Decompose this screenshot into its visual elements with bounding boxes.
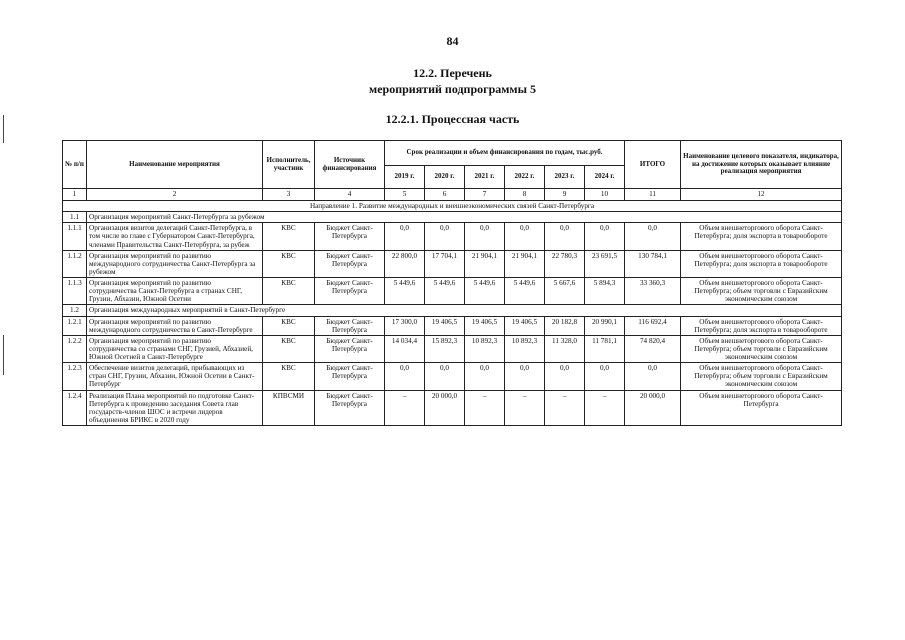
margin-mark-middle xyxy=(3,335,4,375)
amount-2024: 11 781,1 xyxy=(585,335,625,362)
target-indicator: Объем внешнеторгового оборота Санкт-Петербурга; доля экспорта в товарообороте xyxy=(681,250,842,277)
table-row xyxy=(63,316,842,335)
header-year: 2024 г. xyxy=(585,166,625,189)
table-row xyxy=(63,278,842,305)
measure-name: Организация мероприятий по развитию международного сотрудничества в Санкт-Петербурге xyxy=(87,316,263,335)
amount-2024: 20 990,1 xyxy=(585,316,625,335)
row-number: 1.2.1 xyxy=(63,316,87,335)
section-row xyxy=(63,305,842,316)
amount-2020: 20 000,0 xyxy=(425,390,465,426)
amount-2023: 0,0 xyxy=(545,223,585,250)
amount-2022: 0,0 xyxy=(505,223,545,250)
target-indicator: Объем внешнеторгового оборота Санкт-Петербурга; объем торговли с Евразийским экономическим союзом xyxy=(681,335,842,362)
header-num: № п/п xyxy=(63,141,87,189)
amount-2021: – xyxy=(465,390,505,426)
amount-2024: 23 691,5 xyxy=(585,250,625,277)
row-number: 1.1.1 xyxy=(63,223,87,250)
measure-name: Обеспечение визитов делегаций, прибывающих из стран СНГ, Грузии, Абхазии, Южной Осетии в Санкт-Петербург xyxy=(87,363,263,390)
funding-source: Бюджет Санкт-Петербурга xyxy=(315,278,385,305)
column-number: 5 xyxy=(385,189,425,201)
amount-2019: 0,0 xyxy=(385,363,425,390)
header-indicator: Наименование целевого показателя, индикатора, на достижение которых оказывает влияние реализация мероприятия xyxy=(681,141,842,189)
executor-cell: КПВСМИ xyxy=(263,390,315,426)
page-subtitle: 12.2.1. Процессная часть xyxy=(385,112,520,126)
page-title-line2: мероприятий подпрограммы 5 xyxy=(369,82,536,96)
amount-2021: 0,0 xyxy=(465,223,505,250)
section-title: Организация мероприятий Санкт-Петербурга за рубежом xyxy=(87,212,842,223)
executor-cell: КВС xyxy=(263,250,315,277)
column-number: 9 xyxy=(545,189,585,201)
executor-cell: КВС xyxy=(263,278,315,305)
direction-title: Направление 1. Развитие международных и внешнеэкономических связей Санкт-Петербурга xyxy=(63,201,842,212)
amount-total: 74 820,4 xyxy=(625,335,681,362)
section-row xyxy=(63,212,842,223)
executor-cell: КВС xyxy=(263,335,315,362)
amount-2023: – xyxy=(545,390,585,426)
amount-2022: 10 892,3 xyxy=(505,335,545,362)
amount-2019: – xyxy=(385,390,425,426)
row-number: 1.2.2 xyxy=(63,335,87,362)
row-number: 1.1.2 xyxy=(63,250,87,277)
amount-2019: 14 034,4 xyxy=(385,335,425,362)
section-number: 1.2 xyxy=(63,305,87,316)
amount-2024: 5 894,3 xyxy=(585,278,625,305)
target-indicator: Объем внешнеторгового оборота Санкт-Петербурга xyxy=(681,390,842,426)
target-indicator: Объем внешнеторгового оборота Санкт-Петербурга; доля экспорта в товарообороте xyxy=(681,223,842,250)
section-title: Организация международных мероприятий в Санкт-Петербурге xyxy=(87,305,842,316)
measure-name: Организация мероприятий по развитию сотрудничества Санкт-Петербурга в странах СНГ, Грузии, Абхазии, Южной Осетии xyxy=(87,278,263,305)
section-number: 1.1 xyxy=(63,212,87,223)
header-name: Наименование мероприятия xyxy=(87,141,263,189)
table-row xyxy=(63,223,842,250)
amount-total: 0,0 xyxy=(625,223,681,250)
funding-source: Бюджет Санкт-Петербурга xyxy=(315,250,385,277)
amount-2020: 0,0 xyxy=(425,363,465,390)
amount-2023: 5 667,6 xyxy=(545,278,585,305)
amount-2022: 21 904,1 xyxy=(505,250,545,277)
column-number: 11 xyxy=(625,189,681,201)
table-row xyxy=(63,335,842,362)
column-number: 3 xyxy=(263,189,315,201)
amount-2021: 0,0 xyxy=(465,363,505,390)
amount-total: 130 784,1 xyxy=(625,250,681,277)
header-year: 2020 г. xyxy=(425,166,465,189)
column-number: 10 xyxy=(585,189,625,201)
header-source: Источник финансирования xyxy=(315,141,385,189)
page-number: 84 xyxy=(446,34,459,48)
amount-2023: 11 328,0 xyxy=(545,335,585,362)
amount-total: 116 692,4 xyxy=(625,316,681,335)
page-title-line1: 12.2. Перечень xyxy=(413,66,492,80)
margin-mark-top xyxy=(3,115,4,143)
funding-source: Бюджет Санкт-Петербурга xyxy=(315,223,385,250)
amount-2024: – xyxy=(585,390,625,426)
amount-2020: 15 892,3 xyxy=(425,335,465,362)
amount-2024: 0,0 xyxy=(585,363,625,390)
amount-2020: 0,0 xyxy=(425,223,465,250)
column-number-row xyxy=(63,189,842,201)
measures-table xyxy=(62,140,842,426)
column-number: 8 xyxy=(505,189,545,201)
funding-source: Бюджет Санкт-Петербурга xyxy=(315,335,385,362)
measure-name: Организация мероприятий по развитию международного сотрудничества Санкт-Петербурга за рубежом xyxy=(87,250,263,277)
measure-name: Реализация Плана мероприятий по подготовке Санкт-Петербурга к проведению заседания Совета глав государств-членов ШОС и встречи лидеров объединения БРИКС в 2020 году xyxy=(87,390,263,426)
amount-2022: 5 449,6 xyxy=(505,278,545,305)
header-executor: Исполнитель, участник xyxy=(263,141,315,189)
amount-2021: 19 406,5 xyxy=(465,316,505,335)
column-number: 7 xyxy=(465,189,505,201)
table-row xyxy=(63,363,842,390)
amount-2021: 10 892,3 xyxy=(465,335,505,362)
amount-2019: 17 300,0 xyxy=(385,316,425,335)
row-number: 1.2.3 xyxy=(63,363,87,390)
direction-row xyxy=(63,201,842,212)
row-number: 1.1.3 xyxy=(63,278,87,305)
amount-2022: 0,0 xyxy=(505,363,545,390)
header-year: 2022 г. xyxy=(505,166,545,189)
column-number: 1 xyxy=(63,189,87,201)
executor-cell: КВС xyxy=(263,316,315,335)
funding-source: Бюджет Санкт-Петербурга xyxy=(315,363,385,390)
amount-2020: 17 704,1 xyxy=(425,250,465,277)
header-funding: Срок реализации и объем финансирования по годам, тыс.руб. xyxy=(385,141,625,166)
amount-total: 33 360,3 xyxy=(625,278,681,305)
amount-total: 0,0 xyxy=(625,363,681,390)
header-year: 2023 г. xyxy=(545,166,585,189)
table-row xyxy=(63,250,842,277)
header-year: 2019 г. xyxy=(385,166,425,189)
column-number: 4 xyxy=(315,189,385,201)
funding-source: Бюджет Санкт-Петербурга xyxy=(315,390,385,426)
amount-total: 20 000,0 xyxy=(625,390,681,426)
amount-2023: 0,0 xyxy=(545,363,585,390)
column-number: 6 xyxy=(425,189,465,201)
row-number: 1.2.4 xyxy=(63,390,87,426)
amount-2023: 22 780,3 xyxy=(545,250,585,277)
amount-2021: 21 904,1 xyxy=(465,250,505,277)
amount-2024: 0,0 xyxy=(585,223,625,250)
amount-2019: 22 800,0 xyxy=(385,250,425,277)
column-number: 12 xyxy=(681,189,842,201)
header-total: ИТОГО xyxy=(625,141,681,189)
header-year: 2021 г. xyxy=(465,166,505,189)
target-indicator: Объем внешнеторгового оборота Санкт-Петербурга; объем торговли с Евразийским экономическим союзом xyxy=(681,363,842,390)
amount-2019: 5 449,6 xyxy=(385,278,425,305)
amount-2020: 19 406,5 xyxy=(425,316,465,335)
amount-2023: 20 182,8 xyxy=(545,316,585,335)
column-number: 2 xyxy=(87,189,263,201)
amount-2019: 0,0 xyxy=(385,223,425,250)
executor-cell: КВС xyxy=(263,363,315,390)
executor-cell: КВС xyxy=(263,223,315,250)
target-indicator: Объем внешнеторгового оборота Санкт-Петербурга; доля экспорта в товарообороте xyxy=(681,316,842,335)
target-indicator: Объем внешнеторгового оборота Санкт-Петербурга; объем торговли с Евразийским экономическим союзом xyxy=(681,278,842,305)
amount-2021: 5 449,6 xyxy=(465,278,505,305)
measure-name: Организация визитов делегаций Санкт-Петербурга, в том числе во главе с Губернатором Санкт-Петербурга, членами Правительства Санкт-Петербурга, за рубеж xyxy=(87,223,263,250)
measure-name: Организация мероприятий по развитию сотрудничества со странами СНГ, Грузией, Абхазией, Южной Осетией в Санкт-Петербурге xyxy=(87,335,263,362)
amount-2022: 19 406,5 xyxy=(505,316,545,335)
funding-source: Бюджет Санкт-Петербурга xyxy=(315,316,385,335)
amount-2020: 5 449,6 xyxy=(425,278,465,305)
table-row xyxy=(63,390,842,426)
amount-2022: – xyxy=(505,390,545,426)
